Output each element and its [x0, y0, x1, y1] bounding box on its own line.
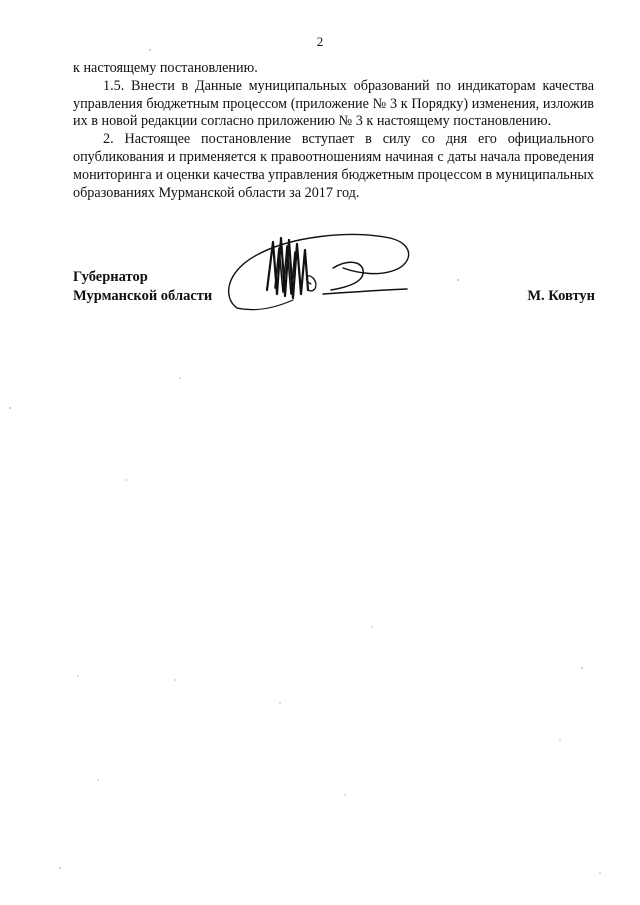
- paragraph-continuation: к настоящему постановлению.: [73, 60, 258, 76]
- handwritten-signature: [215, 228, 420, 318]
- paragraph-item-1-5: 1.5. Внести в Данные муниципальных образований по индикаторам качества управления бюджетным процессом (приложение № 3 к Порядку) изменения, изложив их в новой редакции согласно приложению № 3 к настоящему постановлению.: [73, 77, 594, 130]
- signatory-position: [73, 268, 212, 306]
- signatory-position-line-2: Мурманской области: [73, 288, 213, 304]
- signatory-position-line-1: Губернатор: [73, 269, 148, 285]
- signatory-name: М. Ковтун: [527, 288, 595, 304]
- document-body: [73, 60, 594, 202]
- paragraph-item-2: 2. Настоящее постановление вступает в силу со дня его официального опубликования и применяется к правоотношениям начиная с даты начала проведения мониторинга и оценки качества управления бюджетным процессом в муниципальных образованиях Мурманской области за 2017 год.: [73, 131, 594, 201]
- page-number: 2: [316, 34, 324, 49]
